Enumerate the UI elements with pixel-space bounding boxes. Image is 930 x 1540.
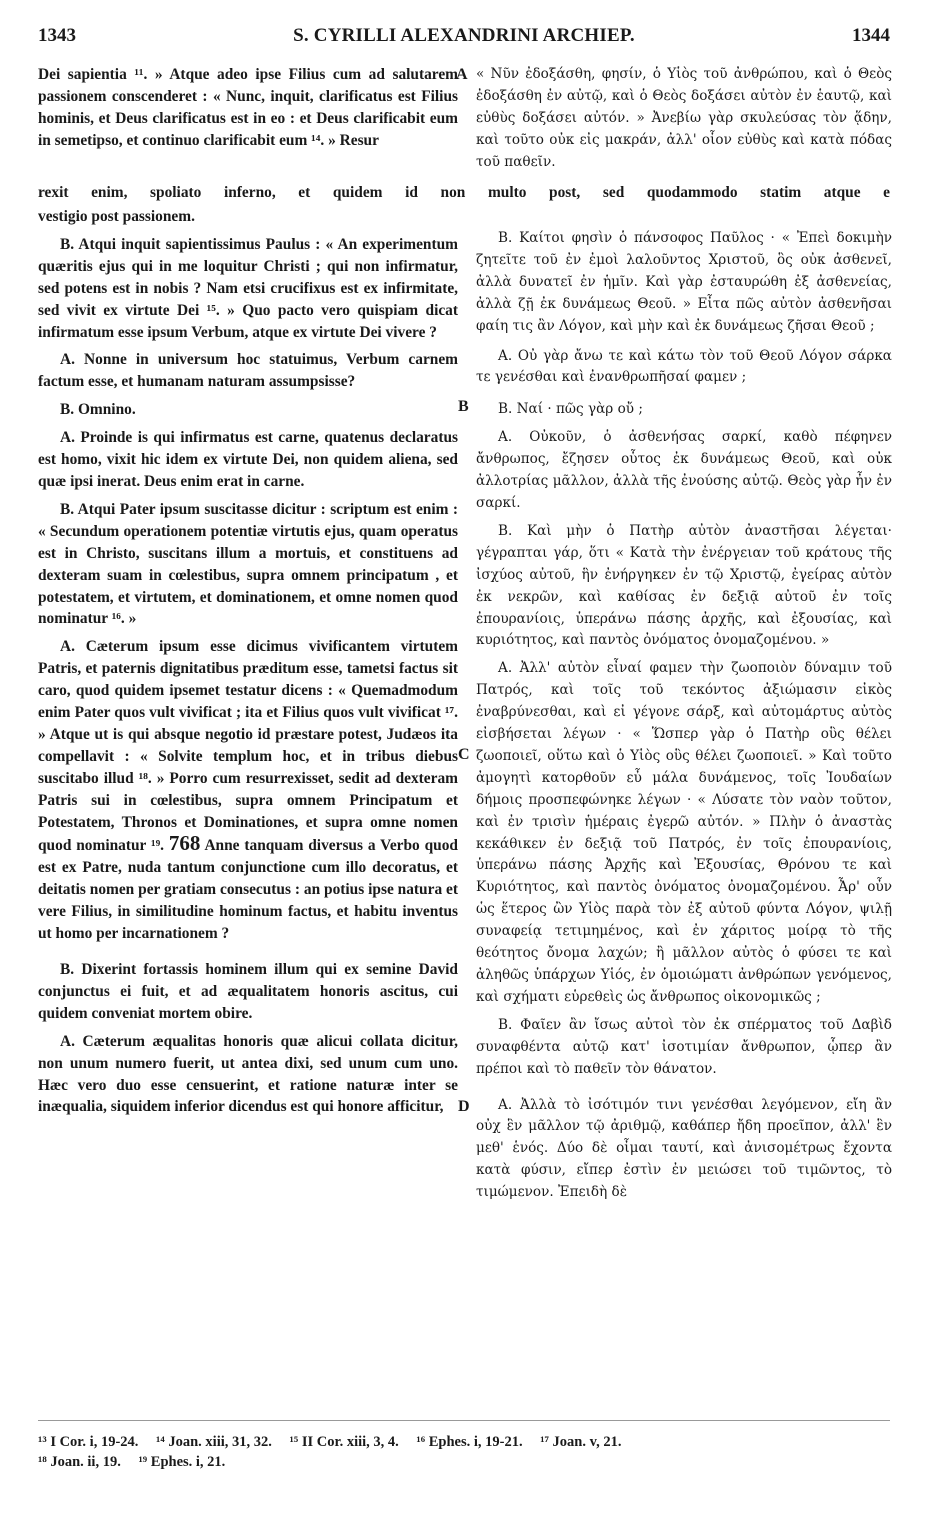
footnote: ¹⁶ Ephes. i, 19-21. [416, 1434, 523, 1450]
greek-paragraph-8: A. Ἀλλὰ τὸ ἰσότιμόν τινι γενέσθαι λεγόμενον, εἴη ἂν οὐχ ἓν μᾶλλον τῷ ἀριθμῷ, καθάπερ ἤδη προεῖπον, ἀλλ' ἓν μεθ' ἑνός. Δύο δὲ οἶμαι ταυτί, καὶ ἀνισομέτρως ἔχοντα κατὰ φύσιν, εἴπερ ἐστὶν ἐν μειώσει τοῦ τιμῶντος, τὸ τιμώμενον. Ἐπειδὴ δὲ [476, 1096, 892, 1201]
page-header [38, 22, 890, 50]
greek-paragraph-4: A. Οὐκοῦν, ὁ ἀσθενήσας σαρκί, καθὸ πέφηνεν ἄνθρωπος, ἔζησεν οὗτος ἐκ δυνάμεως Θεοῦ, καὶ οὐκ ἀλλοτρίας μᾶλλον, ἀλλὰ τῆς ἐνούσης αὐτῷ. Θεὸς γὰρ ἦν ἐν σαρκί. [476, 429, 892, 511]
latin-paragraph-8: A. Cæterum æqualitas honoris quæ alicui collata dicitur, non unum numero fuerit, ut antea dixi, sed unum cum uno. Hæc vero duo esse censuerint, et ratione naturæ inter se inæqualia, siquidem inferior dicendus est qui honore afficitur, [38, 1032, 458, 1116]
footnote: ¹⁴ Joan. xiii, 31, 32. [156, 1434, 272, 1450]
greek-paragraph-5: B. Καὶ μὴν ὁ Πατὴρ αὐτὸν ἀναστῆσαι λέγεται· γέγραπται γάρ, ὅτι « Κατὰ τὴν ἐνέργειαν τοῦ κράτους τῆς ἰσχύος αὐτοῦ, ἣν ἐνήργηκεν ἐν τῷ Χριστῷ, ἐγείρας αὐτὸν ἐκ νεκρῶν, καὶ καθίσας ἐν δεξιᾷ αὐτοῦ ἐν τοῖς ἐπουρανίοις, ὑπεράνω πάσης ἀρχῆς, καὶ ἐξουσίας, καὶ κυριότητος, καὶ παντὸς ὀνόματος ὀνομαζομένου. » [476, 522, 892, 649]
margin-letter-a: A [456, 66, 468, 83]
latin-intro [38, 64, 458, 158]
latin-continuation: vestigio post passionem. [38, 208, 195, 225]
latin-paragraph-3: B. Omnino. [60, 401, 136, 419]
latin-paragraph-5: B. Atqui Pater ipsum suscitasse dicitur : scriptum est enim : « Secundum operationem potentiæ virtutis ejus, quam operatus est in Christo, suscitans illum a mortuis, et constituens ad dexteram suam in cœlestibus, supra omnem principatum , et potestatem, et virtutem, et dominationem, et omne nomen quod nominatur ¹⁶. » [38, 500, 458, 628]
footnote-line-1 [38, 1432, 890, 1452]
greek-paragraph-6: A. Ἀλλ' αὐτὸν εἶναί φαμεν τὴν ζωοποιὸν δύναμιν τοῦ Πατρός, καὶ τοῖς τοῦ τεκόντος ἀξιώμασιν εἰκὸς ἐναβρύνεσθαι, καὶ εἰ γέγονε σάρξ, καὶ αὐτομάρτυς αὐτὸς εἰσβήσεται λέγων · « Ὥσπερ γὰρ ὁ Πατὴρ οὓς θέλει ζωοποιεῖ, οὕτω καὶ ὁ Υἱὸς οὓς θέλει ζωοποιεῖ. » Καὶ τοῦτο ἀμογητὶ κατορθοῦν εὖ μάλα δυνάμενος, τοῖς Ἰουδαίων δήμοις προσπεφώνηκε λέγων · « Λύσατε τὸν ναὸν τοῦτον, καὶ ἐν τρισὶν ἡμέραις ἐγερῶ αὐτόν. » Πλὴν ὁ ἀναστὰς κεκάθικεν ἐν δεξιᾷ τοῦ Πατρός, ἐν τοῖς ἐπουρανίοις, ὑπεράνω πάσης Ἀρχῆς καὶ Ἐξουσίας, Θρόνου τε καὶ Κυριότητος, καὶ παντὸς ὀνόματος ὀνομαζομένου. Ἆρ' οὖν ὡς ἕτερος ὢν Υἱὸς παρὰ τὸν ἐξ αὐτοῦ φύντα Λόγον, ψιλῇ συναφείᾳ τετιμημένος, καὶ ἐν χάριτος μοίρᾳ τὸ τῆς θεότητος ὄνομα λαχών; ἢ μᾶλλον αὐτὸς ὁ φύσει τε καὶ ἀληθῶς ὑπάρχων Υἱός, ἐν ὁμοιώματι ἀνθρώπων γενόμενος, καὶ σχήματι εὑρεθεὶς ὡς ἄνθρωπος οἰκονομικῶς ; [476, 660, 892, 1005]
greek-intro-text: « Νῦν ἐδοξάσθη, φησίν, ὁ Υἱὸς τοῦ ἀνθρώπου, καὶ ὁ Θεὸς ἐδοξάσθη ἐν αὐτῷ, καὶ ὁ Θεὸς δοξάσει αὐτὸν ἐν ἑαυτῷ, καὶ εὐθὺς δοξάσει αὐτόν. » Ἀνεβίω γὰρ σκυλεύσας τὸν ᾅδην, καὶ τοῦτο οὐκ εἰς μακράν, ἀλλ' οἷον εὐθὺς καὶ κατὰ πόδας τοῦ παθεῖν. [476, 66, 892, 170]
latin-paragraph-6b: Anne tanquam diversus a Verbo quod est ex Patre, nuda tantum conjunctione cum illo decoratus, et deitatis nomen per gratiam consecutus : an potius ipse natura et vere Filius, in similitudine hominum factus, et habitu inventus ut homo per incarnationem ? [38, 837, 458, 943]
footnote: ¹³ I Cor. i, 19-24. [38, 1434, 139, 1450]
page-number-left: 1343 [38, 25, 76, 46]
greek-intro [476, 64, 892, 180]
greek-paragraph-7: B. Φαῖεν ἂν ἴσως αὐτοὶ τὸν ἐκ σπέρματος τοῦ Δαβὶδ συναφθέντα αὐτῷ κατ' ἰσοτιμίαν ἄνθρωπον, ᾧπερ ἂν πρέποι καὶ τὸ παθεῖν τὸν θάνατον. [476, 1016, 892, 1077]
margin-letter-c: C [458, 746, 470, 763]
footnote-divider [38, 1420, 890, 1421]
greek-column [476, 228, 892, 1210]
margin-letter-b: B [458, 398, 469, 415]
footnote: ¹⁷ Joan. v, 21. [540, 1434, 622, 1450]
footnote: ¹⁹ Ephes. i, 21. [138, 1454, 226, 1470]
latin-intro-text: Dei sapientia ¹¹. » Atque adeo ipse Filius cum ad salutarem passionem conscenderet : « Nunc, inquit, clarificatus est Filius hominis, et Deus clarificatus est in eo : et Deus clarificabit eum in semetipso, et continuo clarificabit eum ¹⁴. » Resur [38, 66, 458, 149]
running-title: S. CYRILLI ALEXANDRINI ARCHIEP. [293, 25, 635, 46]
footnotes [38, 1432, 890, 1472]
margin-letter-d: D [458, 1098, 470, 1115]
full-width-line: rexit enim, spoliato inferno, et quidem id non multo post, sed quodammodo statim atque e [38, 184, 890, 201]
latin-paragraph-6 [38, 636, 458, 945]
footnote: ¹⁵ II Cor. xiii, 3, 4. [289, 1434, 399, 1450]
latin-paragraph-2: A. Nonne in universum hoc statuimus, Verbum carnem factum esse, et humanam naturam assumpsisse? [38, 351, 458, 391]
page-number-right: 1344 [852, 25, 890, 46]
greek-paragraph-2: A. Οὐ γὰρ ἄνω τε καὶ κάτω τὸν τοῦ Θεοῦ Λόγον σάρκα τε γενέσθαι καὶ ἐνανθρωπῆσαί φαμεν ; [476, 347, 892, 386]
latin-paragraph-7: B. Dixerint fortassis hominem illum qui ex semine David conjunctus ei fuit, et ad æqualitatem honoris ascitus, cui quidem conveniat mortem obire. [38, 961, 458, 1022]
latin-paragraph-6a: A. Cæterum ipsum esse dicimus vivificantem virtutem Patris, et paternis dignitatibus præditum esse, tametsi factus sit caro, quod quidem ipsemet testatur dicens : « Quemadmodum enim Pater quos vult vivificat ; ita et Filius quos vult vivificat ¹⁷. » Atque ut is qui absque negotio id præstare potest, Judæos ita compellavit : « Solvite templum hoc, et in tribus diebus suscitabo illud ¹⁸. » Porro cum resurrexisset, sedit ad dexteram Patris sui in cœlestibus, supra omnem Principatum et Potestatem, Thronos et Dominationes, et supra omne nomen quod nominatur ¹⁹. [38, 638, 458, 855]
latin-paragraph-4: A. Proinde is qui infirmatus est carne, quatenus declaratus est homo, vixit hic idem ex virtute Dei, non quidem aliena, sed quæ ipsi inerat. Deus enim erat in carne. [38, 429, 458, 490]
page-mark: 768 [168, 831, 201, 856]
latin-column [38, 206, 458, 1124]
footnote: ¹⁸ Joan. ii, 19. [38, 1454, 121, 1470]
latin-paragraph-1: B. Atqui inquit sapientissimus Paulus : « An experimentum quæritis ejus qui in me loquitur Christi ; qui non infirmatur, sed potens est in nobis ? Nam etsi crucifixus est ex infirmitate, sed vivit ex virtute Dei ¹⁵. » Quo pacto vero quispiam dicat infirmatum esse ipsum Verbum, atque ex virtute Dei vivere ? [38, 235, 458, 341]
footnote-line-2 [38, 1452, 890, 1472]
greek-paragraph-1: B. Καίτοι φησὶν ὁ πάνσοφος Παῦλος · « Ἐπεὶ δοκιμὴν ζητεῖτε τοῦ ἐν ἐμοὶ λαλοῦντος Χριστοῦ, ὃς οὐκ ἀσθενεῖ, ἀλλὰ δυνατεῖ ἐν ἡμῖν. Καὶ γὰρ ἐσταυρώθη ἐξ ἀσθενείας, ἀλλὰ ζῇ ἐκ δυνάμεως Θεοῦ. » Εἶτα πῶς αὐτὸν ἀσθενῆσαι φαίη τις ἂν Λόγον, καὶ μὴν καὶ ἐκ δυνάμεως ζῆσαι Θεοῦ ; [476, 230, 892, 334]
greek-paragraph-3: B. Ναί · πῶς γὰρ οὔ ; [498, 401, 643, 418]
